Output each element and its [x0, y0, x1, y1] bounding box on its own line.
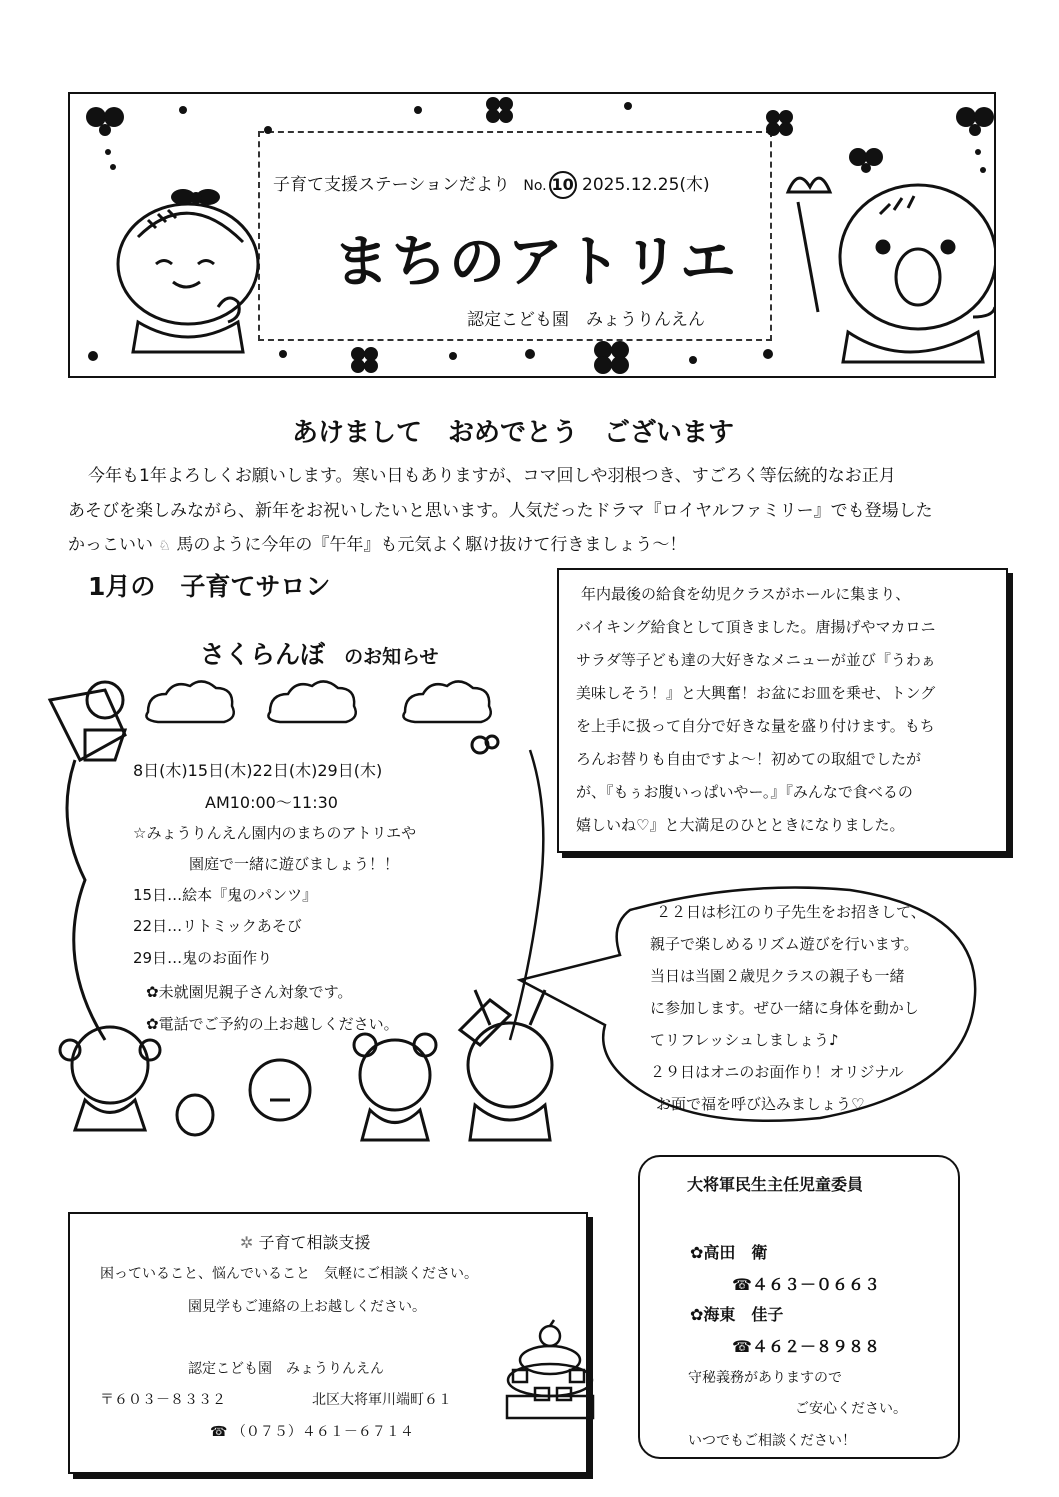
salon-place-1: ☆みょうりんえん園内のまちのアトリエや: [133, 824, 417, 842]
person-1-name: 高田 衛: [703, 1243, 768, 1262]
support-address: 北区大将軍川端町６１: [312, 1392, 452, 1408]
support-title: [240, 1230, 371, 1253]
salon-note-2: [146, 1013, 399, 1034]
baby-girl-illustration: [118, 204, 258, 352]
cloud-icon: [146, 681, 490, 722]
salon-note-1: [146, 981, 352, 1002]
sparkle-icon: ✲: [240, 1233, 259, 1252]
subtitle-prefix: 子育て支援ステーションだより: [273, 175, 510, 195]
support-line-1: 困っていること、悩んでいること 気軽にご相談ください。: [100, 1266, 478, 1282]
salon-heading: 1月の 子育てサロン: [88, 572, 331, 601]
newsletter-title: まちのアトリエ: [333, 230, 738, 295]
bubble-line-3: 当日は当園２歳児クラスの親子も一緒: [650, 967, 905, 985]
lunch-line-2: バイキング給食として頂きました。唐揚げやマカロニ: [576, 618, 936, 636]
lunch-line-6: ろんお替りも自由ですよ～！初めての取組でしたが: [576, 750, 922, 768]
lunch-line-1: 年内最後の給食を幼児クラスがホールに集まり、: [566, 585, 911, 603]
committee-note-2: ご安心ください。: [795, 1401, 907, 1417]
salon-event-2: 22日…リトミックあそび: [133, 917, 302, 935]
salon-event-3: 29日…鬼のお面作り: [133, 949, 273, 967]
flower-icon: ✿: [146, 1015, 159, 1033]
note-1-text: 未就園児親子さん対象です。: [158, 983, 353, 1001]
bubble-line-2: 親子で楽しめるリズム遊びを行います。: [650, 935, 919, 953]
flower-icon: ✿: [146, 983, 159, 1001]
new-year-greeting-heading: あけまして おめでとう ございます: [292, 418, 735, 448]
committee-person-2: [690, 1302, 783, 1325]
bubble-line-1: ２２日は杉江のり子先生をお招きして、: [656, 903, 926, 921]
committee-note-1: 守秘義務がありますので: [688, 1370, 842, 1386]
greeting-line-2: あそびを楽しみながら、新年をお祝いしたいと思います。人気だったドラマ『ロイヤルファミリー』でも登場した: [68, 501, 933, 521]
bubble-line-6: ２９日はオニのお面作り！オリジナル: [650, 1063, 904, 1081]
horse-icon: ♘: [158, 538, 171, 554]
salon-time: AM10:00～11:30: [205, 793, 338, 812]
issue-date: 2025.12.25(木): [582, 175, 710, 195]
support-line-2: 園見学もご連絡の上お越しください。: [188, 1299, 426, 1315]
bow-icon: [171, 189, 220, 205]
support-postal: 〒６０３－８３３２: [100, 1392, 226, 1408]
flower-icon: ✿: [690, 1243, 704, 1262]
lunch-report-box: [557, 568, 1008, 853]
phone-icon: ☎: [210, 1424, 232, 1440]
flower-icon: ✿: [690, 1305, 704, 1324]
kite-boy-illustration: [50, 682, 125, 1040]
committee-title: 大将軍民生主任児童委員: [687, 1175, 864, 1194]
salon-name-suffix: のお知らせ: [344, 646, 439, 668]
greeting-line-1: 今年も1年よろしくお願いします。寒い日もありますが、コマ回しや羽根つき、すごろく等伝統的なお正月: [88, 466, 896, 486]
baby-boy-illustration: [788, 178, 996, 362]
committee-person-1: [690, 1240, 767, 1263]
person-1-phone: ４６３－０６６３: [751, 1275, 880, 1294]
salon-title: [200, 635, 439, 671]
lunch-line-7: が、『もぅお腹いっぱいやー。』『みんなで食べるの: [576, 783, 913, 801]
salon-place-2: 園庭で一緒に遊びましょう！！: [189, 855, 400, 873]
lunch-line-8: 嬉しいね♡』と大満足のひとときになりました。: [576, 816, 905, 834]
issue-label: No.: [523, 178, 547, 194]
phone-icon: ☎: [732, 1337, 752, 1356]
lunch-line-5: を上手に扱って自分で好きな量を盛り付けます。もち: [576, 717, 935, 735]
issue-number: 10: [549, 171, 577, 199]
publisher-name: 認定こども園 みょうりんえん: [467, 310, 705, 330]
salon-event-1: 15日…絵本『鬼のパンツ』: [133, 886, 318, 904]
note-2-text: 電話でご予約の上お越しください。: [158, 1015, 399, 1033]
person-2-name: 海東 佳子: [703, 1305, 784, 1324]
committee-phone-2: [732, 1334, 880, 1357]
kagami-mochi-illustration: [495, 1318, 595, 1428]
salon-dates: 8日(木)15日(木)22日(木)29日(木): [133, 761, 383, 780]
newsletter-subtitle: [273, 170, 710, 199]
committee-phone-1: [732, 1272, 880, 1295]
bubble-line-4: に参加します。ぜひ一緒に身体を動かし: [650, 999, 919, 1017]
support-title-text: 子育て相談支援: [258, 1233, 371, 1252]
salon-name: さくらんぼ: [200, 640, 326, 669]
bubble-line-7: お面で福を呼び込みましょう♡: [656, 1095, 865, 1113]
support-phone-number: （０７５）４６１－６７１４: [231, 1424, 414, 1440]
greeting-line-3: [68, 530, 686, 555]
greeting-line-3a: かっこいい: [68, 535, 153, 555]
person-2-phone: ４６２－８９８８: [751, 1337, 880, 1356]
lunch-line-4: 美味しそう！』と大興奮！お盆にお皿を乗せ、トング: [576, 684, 936, 702]
support-org: 認定こども園 みょうりんえん: [188, 1361, 384, 1377]
greeting-line-3b: 馬のように今年の『午年』も元気よく駆け抜けて行きましょう～！: [176, 535, 687, 555]
committee-note-3: いつでもご相談ください！: [688, 1433, 856, 1449]
lunch-line-3: サラダ等子ども達の大好きなメニューが並び『うわぁ: [576, 651, 936, 669]
phone-icon: ☎: [732, 1275, 752, 1294]
bubble-line-5: てリフレッシュしましょう♪: [650, 1031, 839, 1049]
support-phone: [210, 1421, 414, 1441]
